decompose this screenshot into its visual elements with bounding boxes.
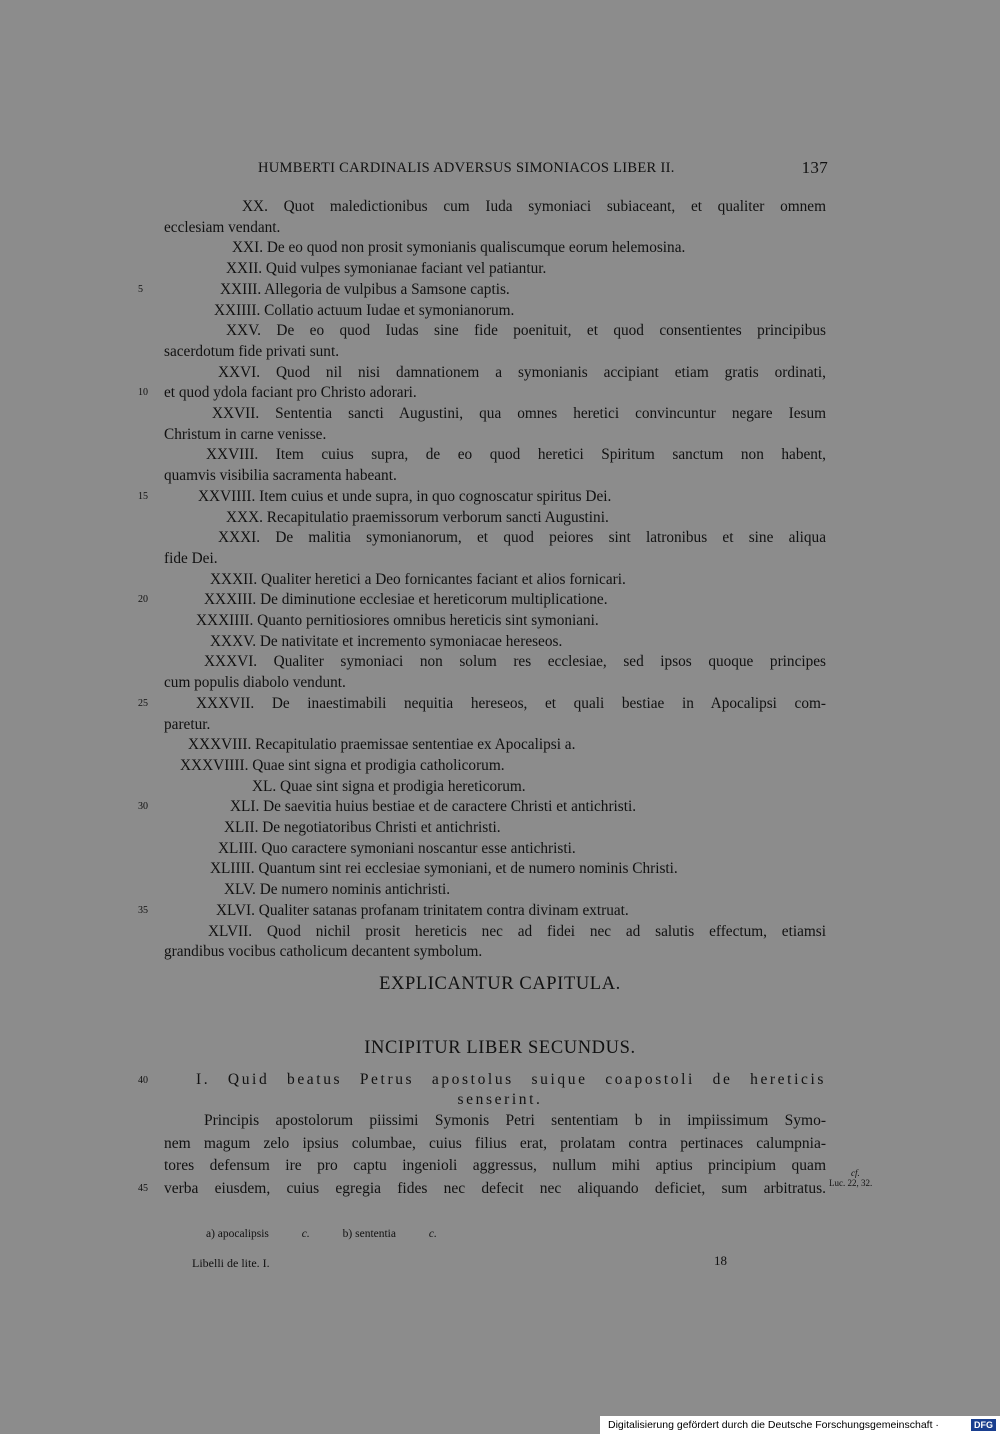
toc-line: XXIII. Allegoria de vulpibus a Samsone captis. [220,280,510,298]
toc-line: XXX. Recapitulatio praemissorum verborum sancti Augustini. [226,508,609,526]
line-number: 25 [138,697,148,709]
toc-line: cum populis diabolo vendunt. [164,674,346,692]
margin-note-ref: Luc. 22, 32. [829,1178,873,1188]
line-number: 10 [138,387,148,399]
toc-line: XXVIII. Item cuius supra, de eo quod heretici Spiritum sanctum non habent, [206,446,826,464]
explicit-heading: EXPLICANTUR CAPITULA. [379,974,621,994]
toc-line: XXVIIII. Item cuius et unde supra, in quo cognoscatur spiritus Dei. [198,487,612,505]
toc-line: XLV. De numero nominis antichristi. [224,881,451,899]
toc-line: XLI. De saevitia huius bestiae et de caractere Christi et antichristi. [230,798,637,816]
footnote [206,1228,310,1240]
margin-note-cf: cf. [851,1168,860,1178]
toc-line: XXI. De eo quod non prosit symonianis qualiscumque eorum helemosina. [232,239,686,257]
toc-line: XXXII. Qualiter heretici a Deo fornicantes faciant et alios fornicari. [210,570,626,588]
toc-line: XXXIIII. Quanto pernitiosiores omnibus hereticis sint symoniani. [196,612,599,629]
paragraph-line: Principis apostolorum piissimi Symonis Petri sententiam b in impiissimum Symo- [204,1112,826,1129]
running-head-title: HUMBERTI CARDINALIS ADVERSUS SIMONIACOS LIBER II. [258,160,675,176]
toc-line: Christum in carne venisse. [164,425,327,443]
paragraph-line: tores defensum ire pro captu ingenioli aggressus, nullum mihi aptius principium quam [164,1157,826,1174]
chapter-title-line: I. Quid beatus Petrus apostolus suique coapostoli de hereticis [196,1071,826,1088]
toc-line: XXXVIII. Recapitulatio praemissae sententiae ex Apocalipsi a. [188,736,576,754]
line-number: 30 [138,801,148,813]
toc-line: XXVII. Sententia sancti Augustini, qua omnes heretici convincuntur negare Iesum [212,405,826,422]
margin-note [829,1168,889,1188]
toc-line: XXXVI. Qualiter symoniaci non solum res ecclesiae, sed ipsos quoque principes [204,653,826,671]
toc-line: quamvis visibilia sacramenta habeant. [164,467,397,485]
footer-text: Digitalisierung gefördert durch die Deutsche Forschungsgemeinschaft · [608,1419,939,1431]
chapter-title-line: senserint. [457,1091,543,1108]
signature-number: 18 [714,1253,727,1268]
line-number: 45 [138,1182,148,1194]
footnote-siglum: c. [428,1228,437,1240]
footnote [343,1228,437,1240]
signature-title: Libelli de lite. I. [192,1256,270,1270]
footer-bar [600,1416,1000,1434]
page-number: 137 [801,158,828,177]
toc-line: ecclesiam vendant. [164,218,281,236]
footnotes [206,1228,467,1240]
toc-line: fide Dei. [164,549,218,567]
footnote-text: b) sententia [342,1228,399,1240]
toc-line: XXXI. De malitia symonianorum, et quod peiores sint latronibus et sine aliqua [218,529,826,547]
toc-line: et quod ydola faciant pro Christo adorari. [164,384,417,402]
toc-line: XXV. De eo quod Iudas sine fide poenituit, et quod consentientes principibus [226,322,826,340]
toc-line: XLIIII. Quantum sint rei ecclesiae symoniani, et de numero nominis Christi. [210,860,678,878]
toc-line: XLVII. Quod nichil prosit hereticis nec ad fidei nec ad salutis effectum, etiamsi [208,922,826,940]
line-number: 15 [138,490,148,502]
toc-line: XXVI. Quod nil nisi damnationem a symonianis accipiant etiam gratis ordinati, [218,363,826,381]
footnote-text: a) apocalipsis [206,1228,272,1240]
toc-line: XXXVIIII. Quae sint signa et prodigia catholicorum. [180,756,505,774]
toc-line: XXXVII. De inaestimabili nequitia hereseos, et quali bestiae in Apocalipsi com- [196,694,826,712]
toc-line: XXIIII. Collatio actuum Iudae et symonianorum. [214,301,515,319]
toc-line: XXII. Quid vulpes symonianae faciant vel patiantur. [226,260,547,278]
toc-line: sacerdotum fide privati sunt. [164,342,340,360]
line-number: 40 [138,1075,148,1086]
toc-line: XL. Quae sint signa et prodigia hereticorum. [252,777,526,795]
line-number: 35 [138,904,148,916]
paragraph-line: verba eiusdem, cuius egregia fides nec defecit nec aliquando deficiet, sum arbitratus. [164,1179,826,1197]
running-head [258,158,828,180]
toc-line: paretur. [164,715,211,733]
line-number: 5 [138,283,143,295]
toc-line: XX. Quot maledictionibus cum Iuda symoniaci subiaceant, et qualiter omnem [242,198,826,215]
toc-line: grandibus vocibus catholicum decantent symbolum. [164,943,483,961]
dfg-logo: DFG [971,1419,996,1431]
toc-line: XXXV. De nativitate et incremento symoniacae hereseos. [210,632,563,650]
footnote-siglum: c. [301,1228,310,1240]
incipit-heading: INCIPITUR LIBER SECUNDUS. [364,1038,636,1058]
paragraph-line: nem magum zelo ipsius columbae, cuius filius erat, prolatam contra pertinaces calumpnia- [164,1134,826,1152]
line-number: 20 [138,594,148,606]
toc-line: XLII. De negotiatoribus Christi et antichristi. [224,819,501,836]
toc-line: XLVI. Qualiter satanas profanam trinitatem contra divinam extruat. [216,901,629,919]
toc-line: XXXIII. De diminutione ecclesiae et hereticorum multiplicatione. [204,591,608,609]
toc-line: XLIII. Quo caractere symoniani noscantur esse antichristi. [218,839,576,857]
